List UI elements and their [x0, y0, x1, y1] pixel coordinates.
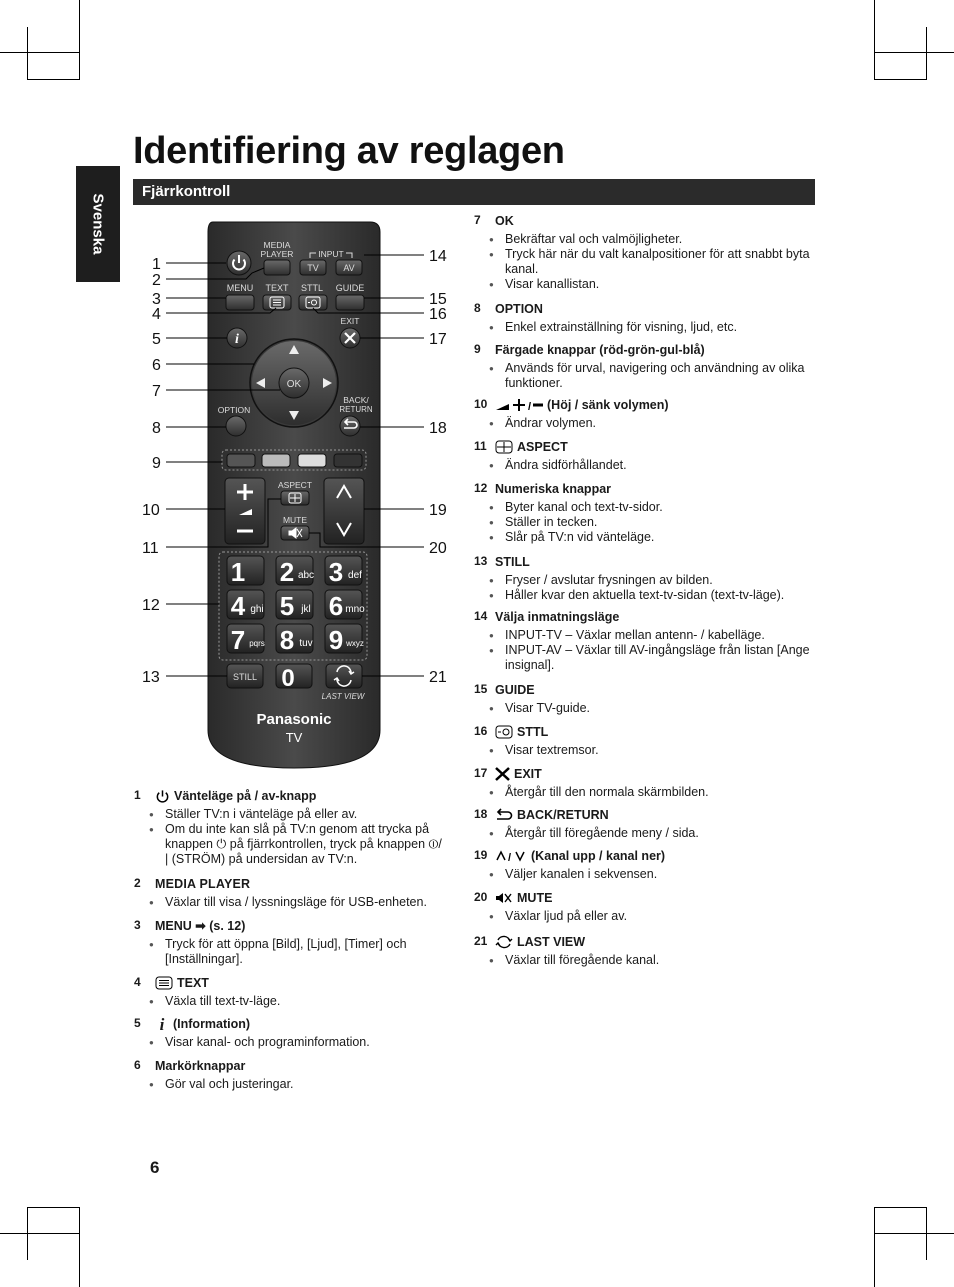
- callout-12: 12: [142, 597, 160, 614]
- channel-up-down-icon: [495, 849, 527, 863]
- bullet: ● Visar kanallistan.: [474, 277, 819, 292]
- text-icon: [155, 976, 173, 990]
- item-head: EXIT: [514, 766, 542, 781]
- yellow-button[interactable]: [298, 454, 326, 467]
- item-head: OK: [495, 213, 514, 228]
- option-label: OPTION: [217, 405, 251, 415]
- language-tab: [76, 166, 120, 282]
- callout-18: 18: [429, 420, 447, 437]
- exit-label: EXIT: [340, 316, 360, 326]
- sttl-icon: [495, 725, 513, 739]
- bullet: ● Växlar till föregående kanal.: [474, 953, 819, 968]
- item-head: BACK/RETURN: [517, 807, 609, 822]
- item-number: 15: [474, 682, 488, 696]
- item-number: 20: [474, 890, 488, 904]
- key-5-digit: 5: [279, 591, 295, 621]
- callout-20: 20: [429, 540, 447, 557]
- bullet: ● Tryck för att öppna [Bild], [Ljud], [Timer] och [Inställningar].: [134, 937, 444, 967]
- power-icon: [155, 789, 170, 804]
- item-18: [474, 806, 819, 841]
- callout-5: 5: [152, 331, 161, 348]
- bullet: ● Byter kanal och text-tv-sidor.: [474, 500, 819, 515]
- key-6-letters: mno: [345, 604, 365, 615]
- ok-label: OK: [286, 379, 302, 390]
- item-number: 11: [474, 439, 487, 453]
- aspect-icon: [495, 440, 513, 454]
- input-av-label: AV: [343, 263, 355, 273]
- key-9-letters: wxyz: [346, 639, 364, 648]
- bullet: ● Visar TV-guide.: [474, 701, 819, 716]
- bullet: ● Visar textremsor.: [474, 743, 819, 758]
- menu-label: MENU: [226, 283, 254, 293]
- item-number: 4: [134, 975, 141, 989]
- item-head: TEXT: [177, 975, 209, 990]
- item-number: 9: [474, 342, 481, 356]
- item-21: [474, 933, 819, 968]
- menu-button[interactable]: [226, 295, 254, 310]
- item-head: (Höj / sänk volymen): [547, 397, 669, 412]
- blue-button[interactable]: [334, 454, 362, 467]
- item-8: [474, 300, 819, 335]
- callout-21: 21: [429, 669, 447, 686]
- bullet: ● Håller kvar den aktuella text-tv-sidan (text-tv-läge).: [474, 588, 819, 603]
- key-5-letters: jkl: [301, 604, 311, 615]
- item-7: [474, 212, 819, 292]
- callout-4: 4: [152, 306, 161, 323]
- callout-2: 2: [152, 272, 161, 289]
- item-number: 13: [474, 554, 488, 568]
- mute-label: MUTE: [282, 515, 308, 525]
- media-player-label-1: MEDIA: [263, 240, 291, 250]
- item-number: 14: [474, 609, 488, 623]
- last-view-icon: [495, 934, 513, 950]
- section-title: Fjärrkontroll: [142, 183, 231, 200]
- item-number: 7: [474, 213, 481, 227]
- bullet: ● Visar kanal- och programinformation.: [134, 1035, 444, 1050]
- item-number: 18: [474, 807, 488, 821]
- item-head: ASPECT: [517, 439, 568, 454]
- key-8-letters: tuv: [299, 638, 313, 649]
- item-4: [134, 974, 444, 1009]
- item-13: [474, 553, 819, 603]
- bullet: ● Slår på TV:n vid vänteläge.: [474, 530, 819, 545]
- bullet: ● Växlar till visa / lyssningsläge för USB-enheten.: [134, 895, 444, 910]
- callout-10: 10: [142, 502, 160, 519]
- bullet: ● Tryck här när du valt kanalpositioner för att snabbt byta kanal.: [474, 247, 819, 277]
- bullet: ● INPUT-AV – Växlar till AV-ingångsläge från listan [Ange insignal].: [474, 643, 819, 673]
- callout-16: 16: [429, 306, 447, 323]
- callout-15: 15: [429, 291, 447, 308]
- language-tab-label: Svenska: [89, 193, 107, 255]
- item-head: (Information): [173, 1016, 251, 1031]
- item-number: 2: [134, 876, 141, 890]
- key-4-digit: 4: [230, 591, 246, 621]
- item-6: [134, 1057, 444, 1092]
- bullet: ● Ställer in tecken.: [474, 515, 819, 530]
- guide-button[interactable]: [336, 295, 364, 310]
- bullet: ● Ställer TV:n i vänteläge på eller av.: [134, 807, 444, 822]
- bullet: ● Används för urval, navigering och användning av olika funktioner.: [474, 361, 819, 391]
- item-11: [474, 438, 819, 473]
- item-number: 19: [474, 848, 488, 862]
- bullet: ● Ändrar volymen.: [474, 416, 819, 431]
- key-2-letters: abc: [297, 570, 315, 581]
- option-button[interactable]: [226, 416, 246, 436]
- key-9-digit: 9: [328, 625, 344, 655]
- section-header: [133, 179, 815, 205]
- bullet: ● INPUT-TV – Växlar mellan antenn- / kabelläge.: [474, 628, 819, 643]
- item-17: [474, 765, 819, 800]
- svg-text:/: /: [508, 852, 512, 863]
- input-tv-label: TV: [307, 263, 319, 273]
- still-label: STILL: [232, 672, 258, 682]
- info-icon: i: [159, 1014, 165, 1034]
- item-number: 8: [474, 301, 481, 315]
- item-head: STTL: [517, 724, 549, 739]
- item-9: [474, 341, 819, 391]
- key-6-digit: 6: [328, 591, 344, 621]
- callout-1: 1: [152, 256, 161, 273]
- key-2-digit: 2: [279, 557, 295, 587]
- item-2: [134, 875, 444, 910]
- item-head: OPTION: [495, 301, 543, 316]
- text-label: TEXT: [265, 283, 289, 293]
- back-label-1: BACK/: [343, 395, 369, 405]
- bullet: ● Återgår till föregående meny / sida.: [474, 826, 819, 841]
- key-7-letters: pqrs: [249, 639, 265, 648]
- brand-sub: TV: [285, 730, 303, 745]
- item-15: [474, 681, 819, 716]
- input-label: INPUT: [318, 249, 344, 259]
- item-20: [474, 889, 819, 924]
- bullet: ● Återgår till den normala skärmbilden.: [474, 785, 819, 800]
- callout-3: 3: [152, 291, 161, 308]
- bullet: ● Bekräftar val och valmöjligheter.: [474, 232, 819, 247]
- mute-icon: [495, 891, 513, 905]
- last-view-label: LAST VIEW: [321, 692, 365, 701]
- callout-13: 13: [142, 669, 160, 686]
- red-button[interactable]: [227, 454, 255, 467]
- key-0-label: 0: [281, 665, 295, 692]
- back-return-icon: [495, 808, 513, 822]
- page-number: 6: [150, 1158, 160, 1177]
- item-number: 3: [134, 918, 141, 932]
- item-head: MUTE: [517, 890, 553, 905]
- media-player-button[interactable]: [264, 260, 290, 275]
- item-number: 17: [474, 766, 488, 780]
- back-label-2: RETURN: [339, 405, 373, 414]
- callout-9: 9: [152, 455, 161, 472]
- bullet: ● Väljer kanalen i sekvensen.: [474, 867, 819, 882]
- item-head: MEDIA PLAYER: [155, 876, 251, 891]
- item-number: 16: [474, 724, 488, 738]
- bullet: ● Växla till text-tv-läge.: [134, 994, 444, 1009]
- green-button[interactable]: [262, 454, 290, 467]
- item-5: [134, 1015, 444, 1050]
- item-number: 1: [134, 788, 141, 802]
- aspect-label: ASPECT: [277, 480, 313, 490]
- item-1: [134, 787, 444, 867]
- key-3-letters: def: [348, 570, 362, 581]
- item-12: [474, 480, 819, 545]
- volume-icon: [495, 398, 543, 412]
- callout-11: 11: [142, 540, 159, 557]
- svg-text:/: /: [528, 401, 532, 412]
- item-10: [474, 396, 819, 431]
- item-head: Vänteläge på / av-knapp: [174, 788, 317, 803]
- item-16: [474, 723, 819, 758]
- key-1-digit: 1: [230, 557, 246, 587]
- callout-14: 14: [429, 248, 447, 265]
- brand-logo: Panasonic: [256, 711, 332, 728]
- key-3-digit: 3: [328, 557, 344, 587]
- item-number: 10: [474, 397, 488, 411]
- key-8-digit: 8: [279, 625, 295, 655]
- last-view-button[interactable]: [326, 664, 362, 688]
- item-head: STILL: [495, 554, 530, 569]
- bullet: ● Om du inte kan slå på TV:n genom att trycka på knappen ⏻ på fjärrkontrollen, tryck på knappen ⏼/ | (STRÖM) på undersidan av TV:n.: [134, 822, 444, 867]
- item-head: (Kanal upp / kanal ner): [531, 848, 666, 863]
- bullet: ● Enkel extrainställning för visning, ljud, etc.: [474, 320, 819, 335]
- page-title: Identifiering av reglagen: [133, 130, 565, 172]
- item-number: 6: [134, 1058, 141, 1072]
- item-head: Färgade knappar (röd-grön-gul-blå): [495, 342, 705, 357]
- bullet: ● Ändra sidförhållandet.: [474, 458, 819, 473]
- item-head: Numeriska knappar: [495, 481, 612, 496]
- key-7-digit: 7: [230, 625, 246, 655]
- callout-19: 19: [429, 502, 447, 519]
- callout-8: 8: [152, 420, 161, 437]
- item-head: LAST VIEW: [517, 934, 586, 949]
- bullet: ● Växlar ljud på eller av.: [474, 909, 819, 924]
- callout-17: 17: [429, 331, 447, 348]
- bullet: ● Gör val och justeringar.: [134, 1077, 444, 1092]
- info-icon: i: [235, 332, 239, 347]
- exit-icon: [495, 767, 510, 781]
- item-head: Markörknappar: [155, 1058, 246, 1073]
- item-number: 21: [474, 934, 488, 948]
- callout-6: 6: [152, 357, 161, 374]
- item-14: [474, 608, 819, 673]
- item-3: [134, 917, 444, 967]
- guide-label: GUIDE: [335, 283, 365, 293]
- item-number: 5: [134, 1016, 141, 1030]
- item-head: MENU ➡ (s. 12): [155, 918, 246, 933]
- callout-7: 7: [152, 383, 161, 400]
- item-head: Välja inmatningsläge: [495, 609, 620, 624]
- sttl-label: STTL: [300, 283, 324, 293]
- item-number: 12: [474, 481, 488, 495]
- remote-illustration: [134, 212, 454, 774]
- key-4-letters: ghi: [250, 604, 264, 615]
- item-head: GUIDE: [495, 682, 535, 697]
- item-19: [474, 847, 819, 882]
- media-player-label-2: PLAYER: [260, 249, 294, 259]
- bullet: ● Fryser / avslutar frysningen av bilden.: [474, 573, 819, 588]
